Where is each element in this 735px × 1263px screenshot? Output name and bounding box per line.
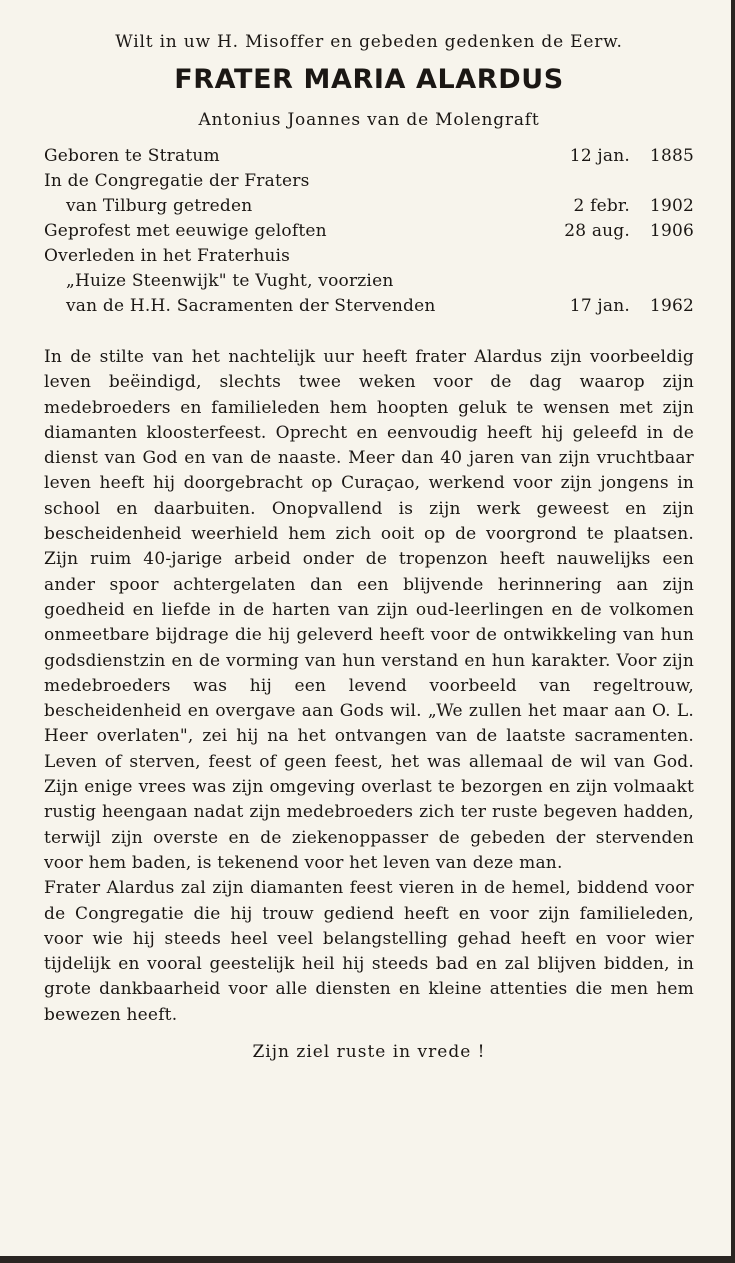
fact-year: 1902 [649, 196, 694, 216]
fact-label: Overleden in het Fraterhuis [44, 246, 291, 266]
fact-row [44, 194, 694, 219]
civil-name: Antonius Joannes van de Molengraft [198, 110, 540, 130]
fact-label: „Huize Steenwijk" te Vught, voorzien [66, 271, 394, 291]
fact-row [44, 144, 694, 169]
eulogy-paragraph: Frater Alardus zal zijn diamanten feest vieren in de hemel, biddend voor de Congregatie die hij trouw gediend heeft en voor zijn familieleden, voor wie hij steeds heel veel belangstelling gehad heeft en voor wier tijdelijk en vooral geestelijk heil hij steeds bad en zal blijven bidden, in grote dankbaarheid voor alle diensten en kleine attenties die men hem bewezen heeft. [44, 878, 694, 1025]
closing-prayer: Zijn ziel ruste in vrede ! [252, 1042, 486, 1063]
fact-row [44, 169, 694, 194]
eulogy-text [44, 345, 694, 1028]
fact-year: 1906 [649, 221, 694, 241]
fact-day: 2 febr. [573, 196, 630, 216]
life-facts [44, 144, 694, 319]
fact-label: Geprofest met eeuwige geloften [44, 221, 327, 241]
fact-row [44, 294, 694, 319]
fact-label: Geboren te Stratum [44, 146, 220, 166]
fact-day: 17 jan. [569, 296, 630, 316]
deceased-name: FRATER MARIA ALARDUS [174, 64, 564, 95]
fact-day: 28 aug. [564, 221, 630, 241]
fact-label: van Tilburg getreden [66, 196, 253, 216]
fact-day: 12 jan. [569, 146, 630, 166]
fact-year: 1885 [649, 146, 694, 166]
fact-row [44, 269, 694, 294]
card-content [44, 30, 694, 1081]
intro-line: Wilt in uw H. Misoffer en gebeden gedenken de Eerw. [115, 32, 623, 52]
fact-label: van de H.H. Sacramenten der Stervenden [66, 296, 436, 316]
fact-label: In de Congregatie der Fraters [44, 171, 310, 191]
eulogy-paragraph: In de stilte van het nachtelijk uur heeft frater Alardus zijn voorbeeldig leven beëindigd, slechts twee weken voor de dag waarop zijn medebroeders en familieleden hem hoopten geluk te wensen met zijn diamanten kloosterfeest. Oprecht en eenvoudig heeft hij geleefd in de dienst van God en van de naaste. Meer dan 40 jaren van zijn vruchtbaar leven heeft hij doorgebracht op Curaçao, werkend voor zijn jongens in school en daarbuiten. Onopvallend is zijn werk geweest en zijn bescheidenheid weerhield hem zich ooit op de voorgrond te plaatsen. Zijn ruim 40-jarige arbeid onder de tropenzon heeft nauwelijks een ander spoor achtergelaten dan een blijvende herinnering aan zijn goedheid en liefde in de harten van zijn oud-leerlingen en de volkomen onmeetbare bijdrage die hij geleverd heeft voor de ontwikkeling van hun godsdienstzin en de vorming van hun verstand en hun karakter. Voor zijn medebroeders was hij een levend voorbeeld van regeltrouw, bescheidenheid en overgave aan Gods wil. „We zullen het maar aan O. L. Heer overlaten", zei hij na het ontvangen van de laatste sacramenten. Leven of sterven, feest of geen feest, het was allemaal de wil van God. Zijn enige vrees was zijn omgeving overlast te bezorgen en zijn volmaakt rustig heengaan nadat zijn medebroeders zich ter ruste begeven hadden, terwijl zijn overste en de ziekenoppasser de gebeden der stervenden voor hem baden, is tekenend voor het leven van deze man. [44, 347, 694, 873]
fact-year: 1962 [649, 296, 694, 316]
fact-row [44, 219, 694, 244]
fact-row [44, 244, 694, 269]
